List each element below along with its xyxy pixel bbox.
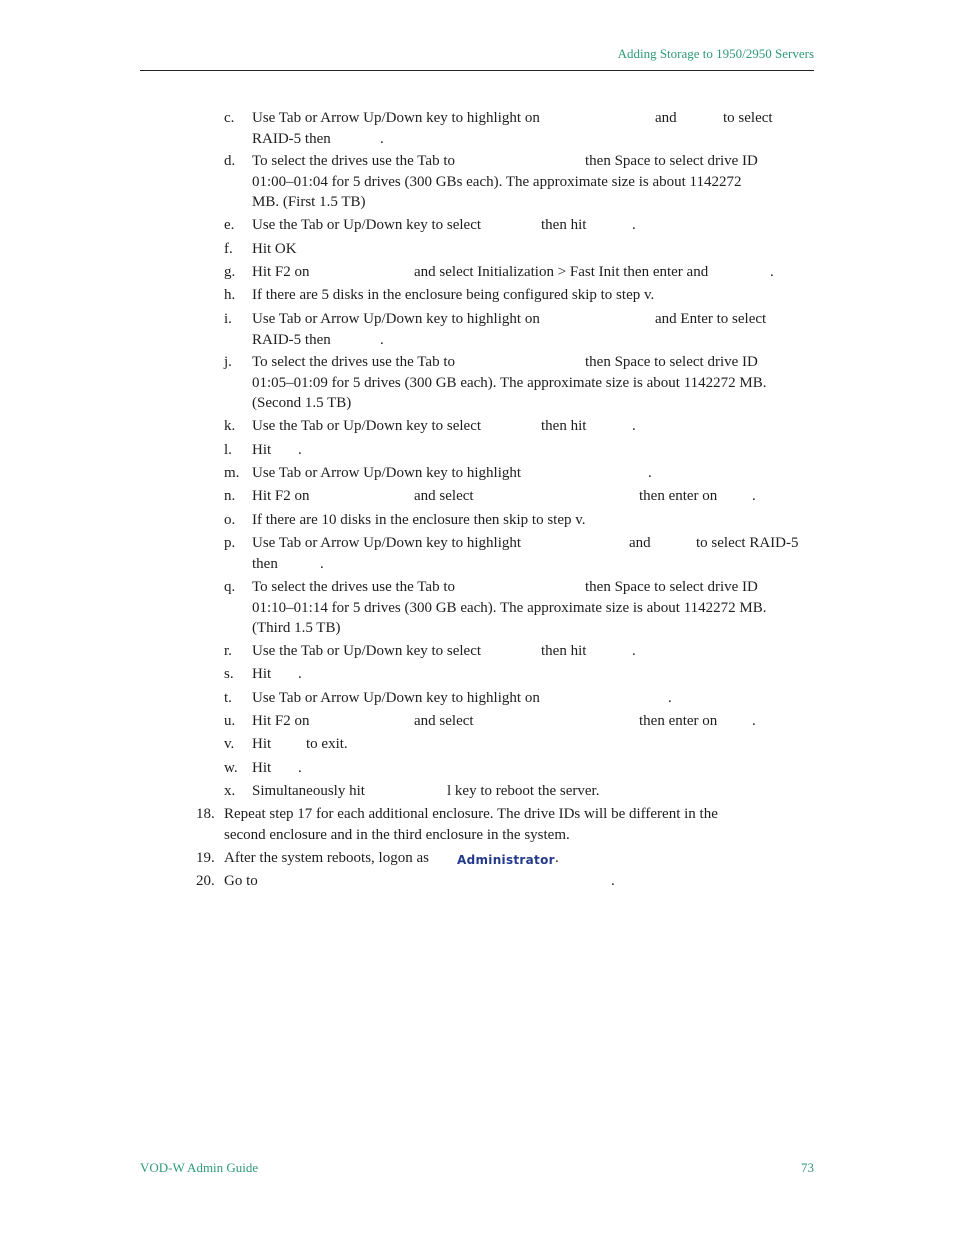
substep-k-label: k. <box>224 418 236 434</box>
substep-j-text: 01:05–01:09 for 5 drives (300 GB each). The approximate size is about 1142272 MB. <box>252 374 767 391</box>
running-header-title: Adding Storage to 1950/2950 Servers <box>617 46 814 61</box>
substep-q-text: 01:10–01:14 for 5 drives (300 GB each). The approximate size is about 1142272 MB. <box>252 599 767 616</box>
step-18-label: 18. <box>196 806 215 822</box>
step-19-label: 19. <box>196 850 215 866</box>
substep-j-label: j. <box>224 354 232 370</box>
substep-u-label: u. <box>224 713 236 729</box>
substep-c-text: . <box>380 130 384 147</box>
substep-l-text: . <box>298 442 302 458</box>
substep-j-text: To select the drives use the Tab to <box>252 354 455 370</box>
substep-l-text: Hit <box>252 442 272 458</box>
substep-h-label: h. <box>224 287 236 303</box>
substep-o-label: o. <box>224 512 236 528</box>
substep-s-text: . <box>298 666 302 682</box>
substep-i-label: i. <box>224 311 232 327</box>
substep-t-label: t. <box>224 690 232 706</box>
substep-c-text: to select <box>723 110 773 126</box>
substep-n-text: . <box>752 488 756 504</box>
substep-v-text: to exit. <box>306 736 348 752</box>
substep-n-text: and select <box>414 488 474 504</box>
substep-i-text: RAID-5 then <box>252 331 331 348</box>
substep-j-text: then Space to select drive ID <box>585 354 758 370</box>
substep-g-label: g. <box>224 264 236 280</box>
substep-k-text: . <box>632 418 636 434</box>
substep-t-text: Use Tab or Arrow Up/Down key to highlight on <box>252 690 540 706</box>
substep-p-label: p. <box>224 535 236 551</box>
substep-k-text: Use the Tab or Up/Down key to select <box>252 418 482 434</box>
substep-e-text: then hit <box>541 217 587 233</box>
substep-m-text: . <box>648 465 652 481</box>
substep-i-text: Use Tab or Arrow Up/Down key to highlight on <box>252 311 540 327</box>
substep-s-text: Hit <box>252 666 272 682</box>
substep-e-label: e. <box>224 217 235 233</box>
substep-h-text: If there are 5 disks in the enclosure being configured skip to step v. <box>252 287 655 303</box>
substep-u-text: Hit F2 on <box>252 713 310 729</box>
step-18-text: second enclosure and in the third enclosure in the system. <box>224 826 570 843</box>
substep-i-text: . <box>380 331 384 348</box>
substep-i-text: and Enter to select <box>655 311 767 327</box>
step-20-label: 20. <box>196 873 215 889</box>
substep-v-text: Hit <box>252 736 272 752</box>
step-19-text: . <box>555 850 559 866</box>
substep-e-text: Use the Tab or Up/Down key to select <box>252 217 482 233</box>
substep-j-text: (Second 1.5 TB) <box>252 395 352 411</box>
substep-n-text: then enter on <box>639 488 718 504</box>
substep-w-label: w. <box>224 760 238 776</box>
substep-x-label: x. <box>224 783 236 799</box>
substep-v-label: v. <box>224 736 235 752</box>
substep-l-label: l. <box>224 442 232 458</box>
substep-u-text: then enter on <box>639 713 718 729</box>
substep-u-text: and select <box>414 713 474 729</box>
substep-r-text: . <box>632 643 636 659</box>
substep-p-text: Use Tab or Arrow Up/Down key to highlight <box>252 535 522 551</box>
substep-p-text: and <box>629 535 651 551</box>
substep-q-label: q. <box>224 579 236 595</box>
substep-q-text: then Space to select drive ID <box>585 579 758 595</box>
substep-r-text: then hit <box>541 643 587 659</box>
substep-p-text: to select RAID-5 <box>696 535 799 551</box>
substep-q-text: (Third 1.5 TB) <box>252 620 341 636</box>
username-code: Administrator <box>457 853 555 867</box>
substep-w-text: Hit <box>252 760 272 776</box>
substep-c-label: c. <box>224 110 235 126</box>
substep-n-text: Hit F2 on <box>252 488 310 504</box>
substep-r-text: Use the Tab or Up/Down key to select <box>252 643 482 659</box>
substep-f-text: Hit OK <box>252 241 297 257</box>
substep-w-text: . <box>298 760 302 776</box>
substep-p-text: then <box>252 555 278 572</box>
substep-p-text: . <box>320 555 324 572</box>
substep-x-text: Simultaneously hit <box>252 783 365 799</box>
page-number: 73 <box>801 1160 814 1175</box>
substep-f-label: f. <box>224 241 233 257</box>
substep-o-text: If there are 10 disks in the enclosure then skip to step v. <box>252 512 586 528</box>
step-20-text: . <box>611 873 615 889</box>
header-rule <box>140 70 814 71</box>
substep-m-text: Use Tab or Arrow Up/Down key to highlight <box>252 465 522 481</box>
substep-d-label: d. <box>224 153 236 169</box>
step-20-text: Go to <box>224 873 258 889</box>
substep-d-text: MB. (First 1.5 TB) <box>252 194 366 210</box>
substep-r-label: r. <box>224 643 232 659</box>
substep-d-text: To select the drives use the Tab to <box>252 153 455 169</box>
substep-g-text: and select Initialization > Fast Init then enter and <box>414 264 709 280</box>
footer-guide-title: VOD-W Admin Guide <box>140 1160 259 1175</box>
substep-g-text: . <box>770 264 774 280</box>
substep-g-text: Hit F2 on <box>252 264 310 280</box>
substep-n-label: n. <box>224 488 236 504</box>
substep-s-label: s. <box>224 666 234 682</box>
substep-m-label: m. <box>224 465 240 481</box>
substep-e-text: . <box>632 217 636 233</box>
substep-u-text: . <box>752 713 756 729</box>
step-19-text: After the system reboots, logon as <box>224 850 429 866</box>
substep-d-text: then Space to select drive ID <box>585 153 758 169</box>
substep-k-text: then hit <box>541 418 587 434</box>
substep-q-text: To select the drives use the Tab to <box>252 579 455 595</box>
substep-c-text: Use Tab or Arrow Up/Down key to highlight on <box>252 110 540 126</box>
step-18-text: Repeat step 17 for each additional enclosure. The drive IDs will be different in the <box>224 806 718 822</box>
substep-c-text: RAID-5 then <box>252 130 331 147</box>
substep-d-text: 01:00–01:04 for 5 drives (300 GBs each). The approximate size is about 1142272 <box>252 173 742 190</box>
substep-t-text: . <box>668 690 672 706</box>
substep-x-text: l key to reboot the server. <box>447 783 600 799</box>
substep-c-text: and <box>655 110 677 126</box>
